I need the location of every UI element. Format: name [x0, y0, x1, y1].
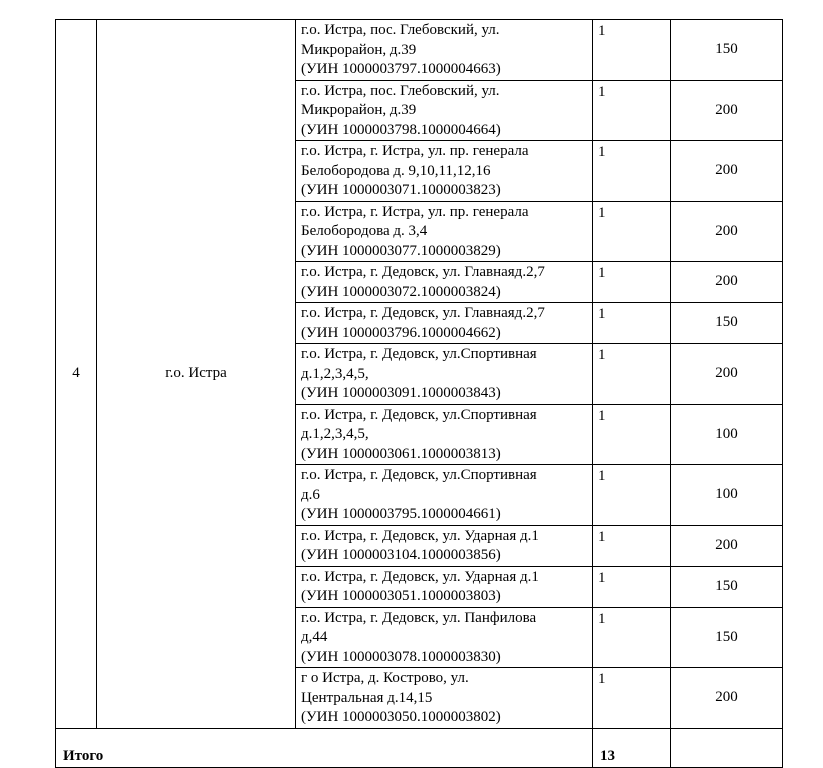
address-line: г.о. Истра, г. Дедовск, ул. Ударная д.1	[301, 527, 539, 544]
amount-cell: 100	[671, 465, 783, 526]
address-line: г.о. Истра, г. Истра, ул. пр. генерала	[301, 143, 529, 159]
count-cell: 1	[593, 80, 671, 141]
address-line: (УИН 1000003797.1000004663)	[301, 61, 501, 77]
address-cell	[296, 668, 593, 729]
address-line: г.о. Истра, г. Дедовск, ул. Главнаяд.2,7	[301, 264, 545, 280]
amount-cell: 200	[671, 525, 783, 566]
count-cell: 1	[593, 141, 671, 202]
address-line: г.о. Истра, г. Истра, ул. пр. генерала	[301, 203, 529, 220]
address-line: (УИН 1000003798.1000004664)	[301, 121, 501, 138]
address-line: г.о. Истра, пос. Глебовский, ул.	[301, 82, 500, 99]
amount-cell: 200	[671, 141, 783, 202]
address-line: (УИН 1000003104.1000003856)	[301, 547, 501, 563]
address-line: (УИН 1000003091.1000003843)	[301, 385, 501, 401]
address-line: (УИН 1000003078.1000003830)	[301, 648, 501, 665]
amount-cell: 100	[671, 404, 783, 465]
amount-cell: 150	[671, 607, 783, 668]
address-cell	[296, 201, 593, 262]
count-cell: 1	[593, 465, 671, 526]
address-line: д,44	[301, 629, 328, 645]
address-line: г.о. Истра, г. Дедовск, ул. Главнаяд.2,7	[301, 305, 545, 321]
address-cell	[296, 20, 593, 81]
address-cell	[296, 80, 593, 141]
count-cell: 1	[593, 668, 671, 729]
count-cell: 1	[593, 525, 671, 566]
amount-cell: 200	[671, 344, 783, 405]
count-cell: 1	[593, 20, 671, 81]
address-cell	[296, 404, 593, 465]
group-number: 4	[56, 20, 97, 729]
amount-cell: 200	[671, 80, 783, 141]
address-cell	[296, 566, 593, 607]
total-label: Итого	[56, 728, 593, 767]
address-line: г.о. Истра, г. Дедовск, ул.Спортивная	[301, 346, 537, 362]
address-cell	[296, 465, 593, 526]
address-line: д.1,2,3,4,5,	[301, 365, 369, 382]
amount-cell: 200	[671, 668, 783, 729]
address-line: (УИН 1000003072.1000003824)	[301, 283, 501, 300]
address-line: Микрорайон, д.39	[301, 102, 417, 118]
count-cell: 1	[593, 262, 671, 303]
count-cell: 1	[593, 607, 671, 668]
address-cell	[296, 262, 593, 303]
address-line: д.1,2,3,4,5,	[301, 426, 369, 442]
count-cell: 1	[593, 566, 671, 607]
address-line: д.6	[301, 486, 320, 503]
address-cell	[296, 303, 593, 344]
count-cell: 1	[593, 201, 671, 262]
address-line: Белобородова д. 9,10,11,12,16	[301, 162, 491, 179]
total-row	[56, 728, 783, 767]
address-line: (УИН 1000003077.1000003829)	[301, 242, 501, 259]
document-page	[55, 19, 783, 768]
address-line: г.о. Истра, пос. Глебовский, ул.	[301, 22, 500, 38]
address-line: г о Истра, д. Кострово, ул.	[301, 670, 469, 686]
address-cell	[296, 141, 593, 202]
address-line: Центральная д.14,15	[301, 689, 433, 706]
address-line: (УИН 1000003795.1000004661)	[301, 506, 501, 522]
address-line: (УИН 1000003796.1000004662)	[301, 324, 501, 341]
address-cell	[296, 344, 593, 405]
count-cell: 1	[593, 303, 671, 344]
amount-cell: 150	[671, 20, 783, 81]
total-amount-empty	[671, 728, 783, 767]
group-name: г.о. Истра	[97, 20, 296, 729]
address-line: (УИН 1000003050.1000003802)	[301, 709, 501, 725]
amount-cell: 150	[671, 303, 783, 344]
address-line: (УИН 1000003071.1000003823)	[301, 182, 501, 198]
address-cell	[296, 525, 593, 566]
table-body	[56, 20, 783, 768]
distribution-table	[55, 19, 783, 768]
table-row	[56, 20, 783, 81]
address-line: г.о. Истра, г. Дедовск, ул. Ударная д.1	[301, 568, 539, 585]
count-cell: 1	[593, 344, 671, 405]
address-cell	[296, 607, 593, 668]
address-line: Белобородова д. 3,4	[301, 223, 428, 239]
address-line: г.о. Истра, г. Дедовск, ул. Панфилова	[301, 609, 537, 626]
count-cell: 1	[593, 404, 671, 465]
amount-cell: 200	[671, 201, 783, 262]
address-line: (УИН 1000003061.1000003813)	[301, 445, 501, 462]
address-line: Микрорайон, д.39	[301, 41, 417, 58]
amount-cell: 200	[671, 262, 783, 303]
total-count: 13	[593, 728, 671, 767]
amount-cell: 150	[671, 566, 783, 607]
address-line: (УИН 1000003051.1000003803)	[301, 588, 501, 604]
address-line: г.о. Истра, г. Дедовск, ул.Спортивная	[301, 467, 537, 483]
address-line: г.о. Истра, г. Дедовск, ул.Спортивная	[301, 406, 537, 423]
